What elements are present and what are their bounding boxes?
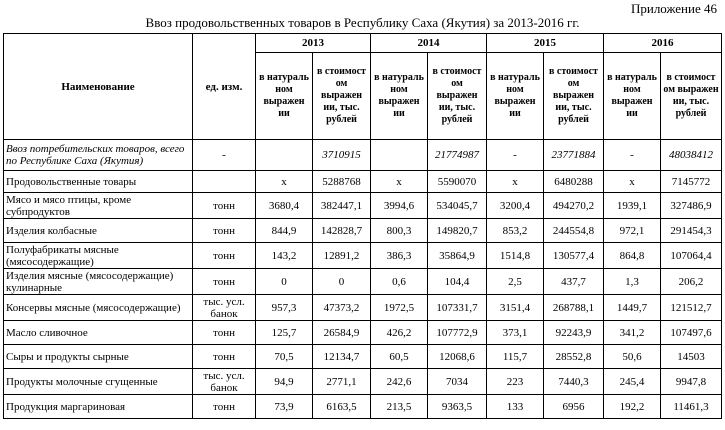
row-value: 1972,5 bbox=[371, 295, 428, 321]
appendix-label: Приложение 46 bbox=[630, 1, 717, 16]
row-value: 125,7 bbox=[256, 321, 313, 345]
row-value: 244554,8 bbox=[544, 219, 604, 243]
row-unit: тыс. усл. банок bbox=[193, 369, 256, 395]
row-value: 70,5 bbox=[256, 345, 313, 369]
row-value: 3200,4 bbox=[487, 193, 544, 219]
row-unit: тонн bbox=[193, 395, 256, 419]
header-year-2016: 2016 bbox=[604, 34, 722, 53]
header-sub-value: в стоимост ом выражен ии, тыс. рублей bbox=[661, 53, 722, 140]
table-row bbox=[4, 295, 722, 321]
row-unit: тонн bbox=[193, 193, 256, 219]
row-name: Полуфабрикаты мясные (мясосодержащие) bbox=[4, 243, 193, 269]
row-value: 206,2 bbox=[661, 269, 722, 295]
row-value: 844,9 bbox=[256, 219, 313, 243]
row-value: 143,2 bbox=[256, 243, 313, 269]
row-value: 142828,7 bbox=[313, 219, 371, 243]
row-value: 245,4 bbox=[604, 369, 661, 395]
table-row bbox=[4, 345, 722, 369]
row-value: 534045,7 bbox=[428, 193, 487, 219]
row-name: Продукция маргариновая bbox=[4, 395, 193, 419]
row-name: Продукты молочные сгущенные bbox=[4, 369, 193, 395]
row-name: Масло сливочное bbox=[4, 321, 193, 345]
row-value: 47373,2 bbox=[313, 295, 371, 321]
table-row bbox=[4, 269, 722, 295]
row-name: Ввоз потребительских товаров, всего по Республике Саха (Якутия) bbox=[4, 140, 193, 171]
row-value: 1939,1 bbox=[604, 193, 661, 219]
row-unit bbox=[193, 171, 256, 193]
row-value: 223 bbox=[487, 369, 544, 395]
row-value: 3710915 bbox=[313, 140, 371, 171]
row-value: 3994,6 bbox=[371, 193, 428, 219]
header-year-2014: 2014 bbox=[371, 34, 487, 53]
row-value: 14503 bbox=[661, 345, 722, 369]
row-value: 242,6 bbox=[371, 369, 428, 395]
page-title: Ввоз продовольственных товаров в Республику Саха (Якутия) за 2013-2016 гг. bbox=[145, 15, 580, 30]
row-value: - bbox=[487, 140, 544, 171]
table-row bbox=[4, 321, 722, 345]
row-value: 7440,3 bbox=[544, 369, 604, 395]
row-value: 23771884 bbox=[544, 140, 604, 171]
row-unit: - bbox=[193, 140, 256, 171]
row-value: 437,7 bbox=[544, 269, 604, 295]
row-value: 213,5 bbox=[371, 395, 428, 419]
row-value: 192,2 bbox=[604, 395, 661, 419]
row-value bbox=[256, 140, 313, 171]
row-value: 3151,4 bbox=[487, 295, 544, 321]
table-row bbox=[4, 243, 722, 269]
row-value: - bbox=[604, 140, 661, 171]
row-value: 28552,8 bbox=[544, 345, 604, 369]
row-value: 382447,1 bbox=[313, 193, 371, 219]
header-year-2015: 2015 bbox=[487, 34, 604, 53]
header-name: Наименование bbox=[4, 34, 193, 140]
row-value: 1,3 bbox=[604, 269, 661, 295]
row-value: 73,9 bbox=[256, 395, 313, 419]
row-value: 426,2 bbox=[371, 321, 428, 345]
row-value: 1449,7 bbox=[604, 295, 661, 321]
row-name: Продовольственные товары bbox=[4, 171, 193, 193]
row-value: 800,3 bbox=[371, 219, 428, 243]
header-sub-natural: в натураль ном выражен ии bbox=[604, 53, 661, 140]
row-value: х bbox=[371, 171, 428, 193]
row-value: 327486,9 bbox=[661, 193, 722, 219]
row-value: 9363,5 bbox=[428, 395, 487, 419]
table-row bbox=[4, 171, 722, 193]
header-sub-value: в стоимост ом выражен ии, тыс. рублей bbox=[428, 53, 487, 140]
row-value: 7145772 bbox=[661, 171, 722, 193]
row-name: Изделия колбасные bbox=[4, 219, 193, 243]
row-value: 853,2 bbox=[487, 219, 544, 243]
row-value: 6480288 bbox=[544, 171, 604, 193]
row-unit: тонн bbox=[193, 321, 256, 345]
row-value: 26584,9 bbox=[313, 321, 371, 345]
row-value: 107772,9 bbox=[428, 321, 487, 345]
row-unit: тонн bbox=[193, 219, 256, 243]
row-value: х bbox=[604, 171, 661, 193]
table-row bbox=[4, 193, 722, 219]
row-value: 957,3 bbox=[256, 295, 313, 321]
row-value: 291454,3 bbox=[661, 219, 722, 243]
row-value: 864,8 bbox=[604, 243, 661, 269]
row-value: 6163,5 bbox=[313, 395, 371, 419]
row-value: 60,5 bbox=[371, 345, 428, 369]
row-value: 130577,4 bbox=[544, 243, 604, 269]
row-value: 0,6 bbox=[371, 269, 428, 295]
row-value: 5288768 bbox=[313, 171, 371, 193]
row-value: 121512,7 bbox=[661, 295, 722, 321]
row-value: х bbox=[487, 171, 544, 193]
row-value: 268788,1 bbox=[544, 295, 604, 321]
import-table bbox=[3, 33, 722, 419]
row-value: 386,3 bbox=[371, 243, 428, 269]
header-sub-natural: в натураль ном выражен ии bbox=[487, 53, 544, 140]
header-year-2013: 2013 bbox=[256, 34, 371, 53]
row-value: 149820,7 bbox=[428, 219, 487, 243]
row-value: 107497,6 bbox=[661, 321, 722, 345]
header-sub-value: в стоимост ом выражен ии, тыс. рублей bbox=[544, 53, 604, 140]
table-row bbox=[4, 219, 722, 243]
row-value: 48038412 bbox=[661, 140, 722, 171]
row-unit: тыс. усл. банок bbox=[193, 295, 256, 321]
row-value: 5590070 bbox=[428, 171, 487, 193]
row-value: 7034 bbox=[428, 369, 487, 395]
row-value: 107064,4 bbox=[661, 243, 722, 269]
header-sub-natural: в натураль ном выражен ии bbox=[371, 53, 428, 140]
row-value: 9947,8 bbox=[661, 369, 722, 395]
row-value: 12891,2 bbox=[313, 243, 371, 269]
header-sub-natural: в натураль ном выражен ии bbox=[256, 53, 313, 140]
row-value: 494270,2 bbox=[544, 193, 604, 219]
row-value: 35864,9 bbox=[428, 243, 487, 269]
row-value: 104,4 bbox=[428, 269, 487, 295]
row-value: 972,1 bbox=[604, 219, 661, 243]
row-unit: тонн bbox=[193, 269, 256, 295]
table-row bbox=[4, 395, 722, 419]
row-name: Изделия мясные (мясосодержащие) кулинарные bbox=[4, 269, 193, 295]
row-value: 92243,9 bbox=[544, 321, 604, 345]
table-row bbox=[4, 369, 722, 395]
row-value: 1514,8 bbox=[487, 243, 544, 269]
row-value: 2771,1 bbox=[313, 369, 371, 395]
row-value: 12068,6 bbox=[428, 345, 487, 369]
header-sub-value: в стоимост ом выражен ии, тыс. рублей bbox=[313, 53, 371, 140]
row-value: 341,2 bbox=[604, 321, 661, 345]
row-value: 11461,3 bbox=[661, 395, 722, 419]
table-row bbox=[4, 140, 722, 171]
row-value: 3680,4 bbox=[256, 193, 313, 219]
row-value: 6956 bbox=[544, 395, 604, 419]
row-name: Мясо и мясо птицы, кроме субпродуктов bbox=[4, 193, 193, 219]
row-value: 107331,7 bbox=[428, 295, 487, 321]
row-name: Сыры и продукты сырные bbox=[4, 345, 193, 369]
row-value: 133 bbox=[487, 395, 544, 419]
row-value: 50,6 bbox=[604, 345, 661, 369]
row-value: 0 bbox=[256, 269, 313, 295]
row-value: 12134,7 bbox=[313, 345, 371, 369]
row-unit: тонн bbox=[193, 243, 256, 269]
row-unit: тонн bbox=[193, 345, 256, 369]
row-name: Консервы мясные (мясосодержащие) bbox=[4, 295, 193, 321]
header-unit: ед. изм. bbox=[193, 34, 256, 140]
row-value: 21774987 bbox=[428, 140, 487, 171]
row-value bbox=[371, 140, 428, 171]
row-value: 0 bbox=[313, 269, 371, 295]
row-value: 94,9 bbox=[256, 369, 313, 395]
row-value: 2,5 bbox=[487, 269, 544, 295]
row-value: 115,7 bbox=[487, 345, 544, 369]
row-value: 373,1 bbox=[487, 321, 544, 345]
row-value: х bbox=[256, 171, 313, 193]
